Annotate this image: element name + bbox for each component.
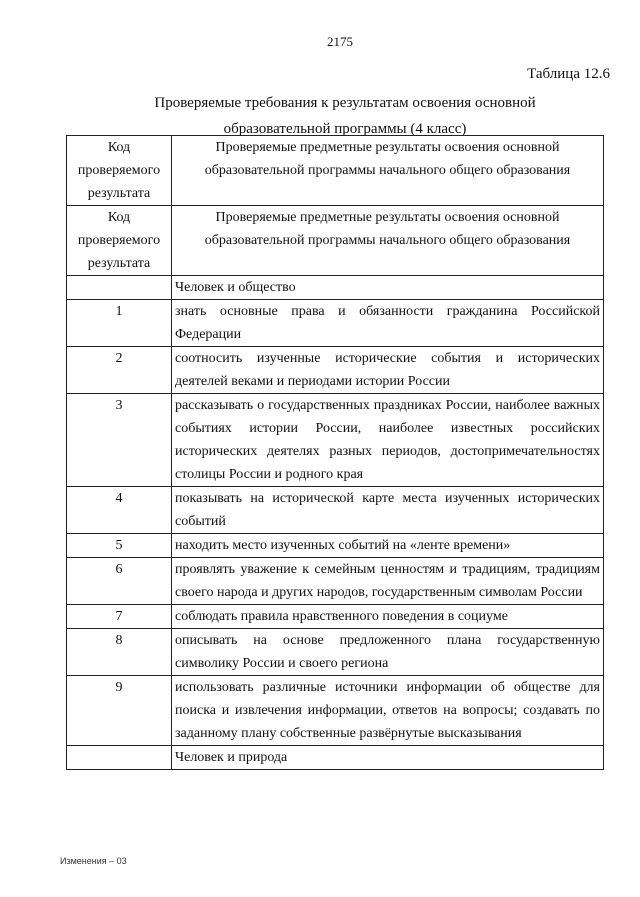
row-desc: проявлять уважение к семейным ценностям и традициям, традициям своего народа и других народов, государственным символам России: [172, 558, 604, 605]
row-desc: описывать на основе предложенного плана государственную символику России и своего региона: [172, 629, 604, 676]
table-row: [67, 394, 604, 487]
row-code: 3: [67, 394, 172, 487]
row-desc: находить место изученных событий на «ленте времени»: [172, 534, 604, 558]
table-label: Таблица 12.6: [527, 66, 610, 82]
table-row: [67, 558, 604, 605]
row-code: 9: [67, 676, 172, 746]
header-desc-cell-repeat: Проверяемые предметные результаты освоения основной образовательной программы начального общего образования: [172, 206, 604, 276]
row-code: 4: [67, 487, 172, 534]
header-code-cell-repeat: Код проверяемого результата: [67, 206, 172, 276]
row-desc: показывать на исторической карте места изученных исторических событий: [172, 487, 604, 534]
table-row: [67, 487, 604, 534]
requirements-table: [66, 135, 604, 770]
page-number: 2175: [327, 34, 353, 49]
row-code: 6: [67, 558, 172, 605]
row-code: 1: [67, 300, 172, 347]
row-code: [67, 746, 172, 770]
section-title: Человек и общество: [172, 276, 604, 300]
row-code: 7: [67, 605, 172, 629]
row-desc: использовать различные источники информации об обществе для поиска и извлечения информации, ответов на вопросы; создавать по заданному плану собственные развёрнутые высказывания: [172, 676, 604, 746]
table-row: [67, 534, 604, 558]
row-desc: соблюдать правила нравственного поведения в социуме: [172, 605, 604, 629]
table-header-row-repeat: [67, 206, 604, 276]
table-row: [67, 347, 604, 394]
section-row: [67, 746, 604, 770]
table-title-line-1: Проверяемые требования к результатам освоения основной: [154, 95, 536, 111]
row-desc: соотносить изученные исторические события и исторических деятелей веками и периодами истории России: [172, 347, 604, 394]
table-row: [67, 629, 604, 676]
table-row: [67, 676, 604, 746]
table-title-line-2: образовательной программы (4 класс): [223, 121, 467, 137]
section-row: [67, 276, 604, 300]
table-row: [67, 300, 604, 347]
row-code: [67, 276, 172, 300]
row-code: 5: [67, 534, 172, 558]
header-code-cell: Код проверяемого результата: [67, 136, 172, 206]
row-desc: рассказывать о государственных праздниках России, наиболее важных событиях истории России, наиболее известных российских исторических деятелях разных периодов, достопримечательностях столицы России и родного края: [172, 394, 604, 487]
section-title: Человек и природа: [172, 746, 604, 770]
row-code: 8: [67, 629, 172, 676]
row-code: 2: [67, 347, 172, 394]
table-row: [67, 605, 604, 629]
row-desc: знать основные права и обязанности гражданина Российской Федерации: [172, 300, 604, 347]
table-header-row: [67, 136, 604, 206]
header-desc-cell: Проверяемые предметные результаты освоения основной образовательной программы начального общего образования: [172, 136, 604, 206]
footer-revision: Изменения – 03: [60, 856, 127, 866]
